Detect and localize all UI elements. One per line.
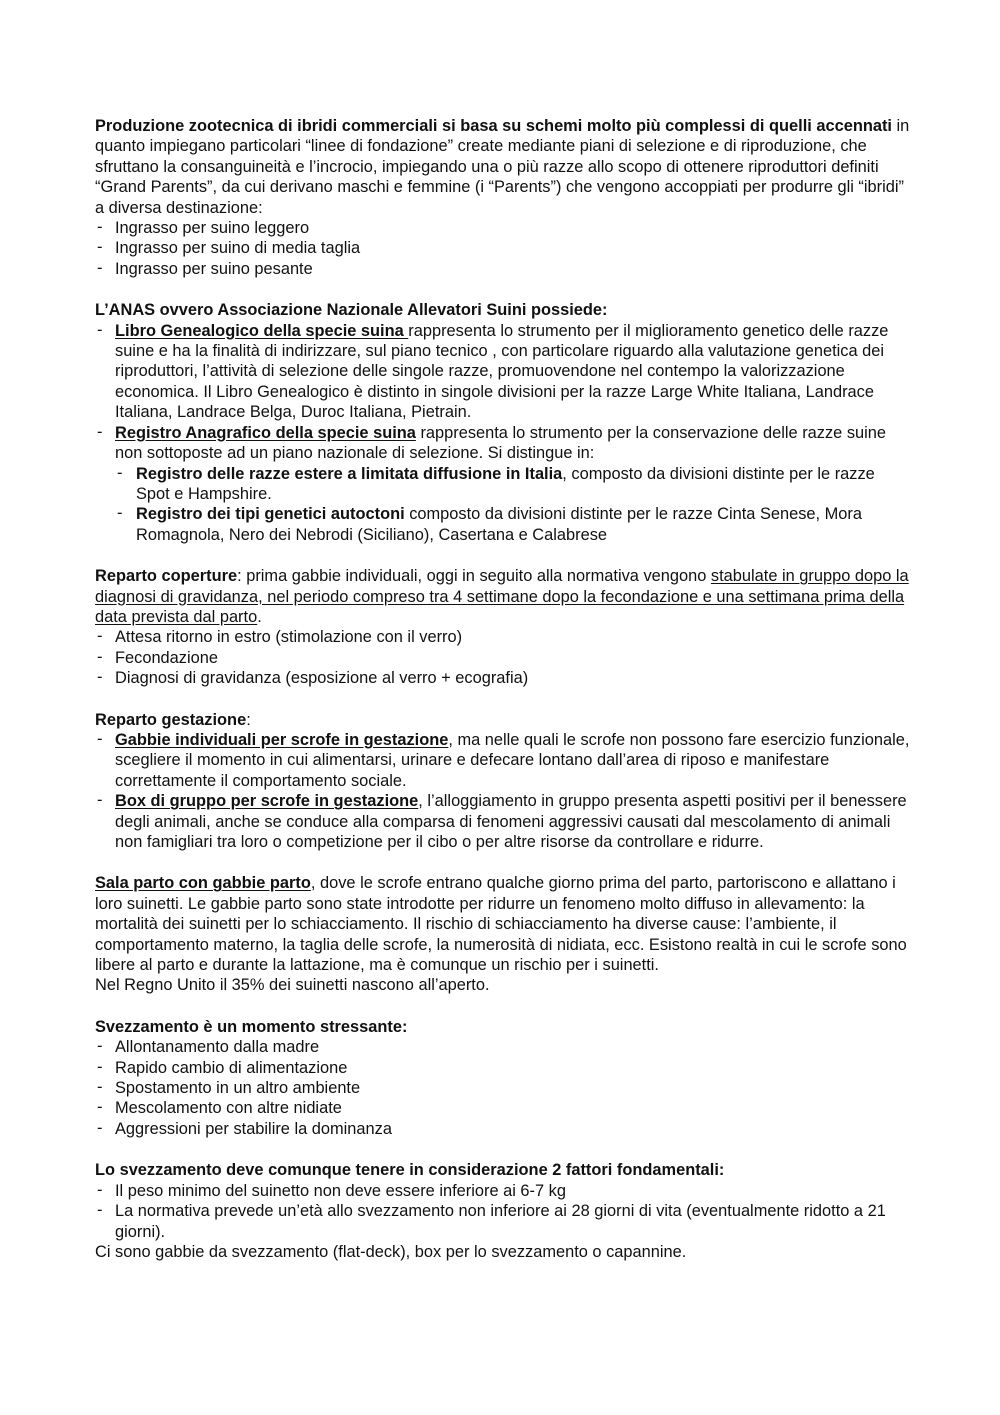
list-item: - Attesa ritorno in estro (stimolazione con il verro)	[95, 627, 910, 647]
anas-list	[95, 321, 910, 545]
list-item: - Ingrasso per suino di media taglia	[95, 238, 910, 258]
svezzamento-list	[95, 1037, 910, 1139]
list-item: - Ingrasso per suino pesante	[95, 259, 910, 279]
registro-text: rappresenta lo strumento per la conservazione delle razze suine non sottoposte ad un piano nazionale di selezione. Si distingue in:	[115, 423, 887, 463]
libro-text: rappresenta lo strumento per il miglioramento genetico delle razze suine e ha la finalità di indirizzare, sul piano tecnico , con particolare riguardo alla valutazione genetica dei riproduttori, l’attività di selezione delle singole razze, promuovendone nel contempo la valorizzazione economica. Il Libro Genealogico è distinto in singole divisioni per la razze Large White Italiana, Landrace Italiana, Landrace Belga, Duroc Italiana, Pietrain.	[115, 321, 889, 422]
sublist-item	[115, 504, 910, 545]
intro-text: in quanto impiegano particolari “linee di fondazione” create mediante piani di selezione e di riproduzione, che sfruttano la consanguineità e l’incrocio, impiegando una o più razze allo scopo di ottenere riproduttori definiti “Grand Parents”, da cui derivano maschi e femmine (i “Parents”) che vengono accoppiati per produrre gli “ibridi” a diversa destinazione:	[95, 117, 910, 217]
coperture-underlined: stabulate in gruppo dopo la diagnosi di gravidanza, nel periodo compreso tra 4 settimane dopo la fecondazione e una settimana prima della data prevista dal parto	[95, 567, 909, 626]
parto-note: Nel Regno Unito il 35% dei suinetti nascono all’aperto.	[95, 976, 490, 995]
list-item-registro	[95, 423, 910, 545]
list-item: - Box di gruppo per scrofe in gestazione, l’alloggiamento in gruppo presenta aspetti positivi per il benessere degli animali, anche se conduce alla comparsa di fenomeni aggressivi causati dal mescolamento di animali non famigliari tra loro o competizione per il cibo o per altre risorse da controllare e ridurre.	[95, 791, 910, 852]
intro-bold-lead: Produzione zootecnica di ibridi commerciali si basa su schemi molto più complessi di quelli accennati	[95, 117, 892, 135]
list-item: - Gabbie individuali per scrofe in gestazione, ma nelle quali le scrofe non possono fare esercizio funzionale, scegliere il momento in cui alimentarsi, urinare e defecare lontano dall’area di riposo e manifestare correttamente il comportamento sociale.	[95, 730, 910, 791]
sub1-title: Registro delle razze estere a limitata diffusione in Italia	[136, 464, 563, 483]
intro-list	[95, 218, 910, 279]
list-item: - Allontanamento dalla madre	[95, 1037, 910, 1057]
fattori-heading: Lo svezzamento deve comunque tenere in considerazione 2 fattori fondamentali:	[95, 1161, 725, 1180]
parto-paragraph: Sala parto con gabbie parto, dove le scrofe entrano qualche giorno prima del parto, partoriscono e allattano i loro suinetti. Le gabbie parto sono state introdotte per ridurre un fenomeno molto diffuso in allevamento: la mortalità dei suinetti per lo schiacciamento. Il rischio di schiacciamento ha diverse cause: l’ambiente, il comportamento materno, la taglia delle scrofe, la numerosità di nidiata, ecc. Esistono realtà in cui le scrofe sono libere al parto e durante la lattazione, ma è comunque un rischio per i suinetti.	[95, 874, 907, 975]
list-item: - Diagnosi di gravidanza (esposizione al verro + ecografia)	[95, 668, 910, 688]
coperture-list	[95, 627, 910, 688]
sub2-text: composto da divisioni distinte per le razze Cinta Senese, Mora Romagnola, Nero dei Nebrodi (Siciliano), Casertana e Calabrese	[136, 505, 863, 544]
list-item: - Ingrasso per suino leggero	[95, 218, 910, 238]
intro-paragraph	[95, 116, 910, 218]
sub1-text: , composto da divisioni distinte per le razze Spot e Hampshire.	[136, 464, 875, 503]
sublist-item	[115, 464, 910, 505]
list-item: - Spostamento in un altro ambiente	[95, 1078, 910, 1098]
list-item: - Rapido cambio di alimentazione	[95, 1058, 910, 1078]
registro-sublist	[115, 464, 910, 546]
list-item: - Aggressioni per stabilire la dominanza	[95, 1119, 910, 1139]
gabbie-title: Gabbie individuali per scrofe in gestazione	[115, 730, 449, 749]
coperture-heading: Reparto coperture	[95, 567, 238, 586]
list-item-libro	[95, 321, 910, 423]
coperture-paragraph: Reparto coperture: prima gabbie individuali, oggi in seguito alla normativa vengono stabulate in gruppo dopo la diagnosi di gravidanza, nel periodo compreso tra 4 settimane dopo la fecondazione e una settimana prima della data prevista dal parto.	[95, 567, 909, 626]
gestazione-heading: Reparto gestazione	[95, 710, 247, 729]
list-item: - Mescolamento con altre nidiate	[95, 1098, 910, 1118]
svezzamento-heading: Svezzamento è un momento stressante:	[95, 1017, 408, 1036]
box-title: Box di gruppo per scrofe in gestazione	[115, 792, 419, 811]
document-page	[95, 116, 910, 1262]
fattori-list	[95, 1181, 910, 1242]
gestazione-heading-line: Reparto gestazione:	[95, 710, 251, 729]
parto-title: Sala parto con gabbie parto	[95, 874, 311, 893]
list-item: - Il peso minimo del suinetto non deve essere inferiore ai 6-7 kg	[95, 1181, 910, 1201]
list-item: - Fecondazione	[95, 648, 910, 668]
libro-title: Libro Genealogico della specie suina	[115, 321, 409, 340]
list-item: - La normativa prevede un’età allo svezzamento non inferiore ai 28 giorni di vita (eventualmente ridotto a 21 giorni).	[95, 1201, 910, 1242]
sub2-title: Registro dei tipi genetici autoctoni	[136, 505, 405, 524]
anas-heading: L’ANAS ovvero Associazione Nazionale Allevatori Suini possiede:	[95, 301, 608, 320]
fattori-closing: Ci sono gabbie da svezzamento (flat-deck), box per lo svezzamento o capannine.	[95, 1242, 687, 1261]
gestazione-list	[95, 730, 910, 852]
registro-title: Registro Anagrafico della specie suina	[115, 423, 416, 442]
